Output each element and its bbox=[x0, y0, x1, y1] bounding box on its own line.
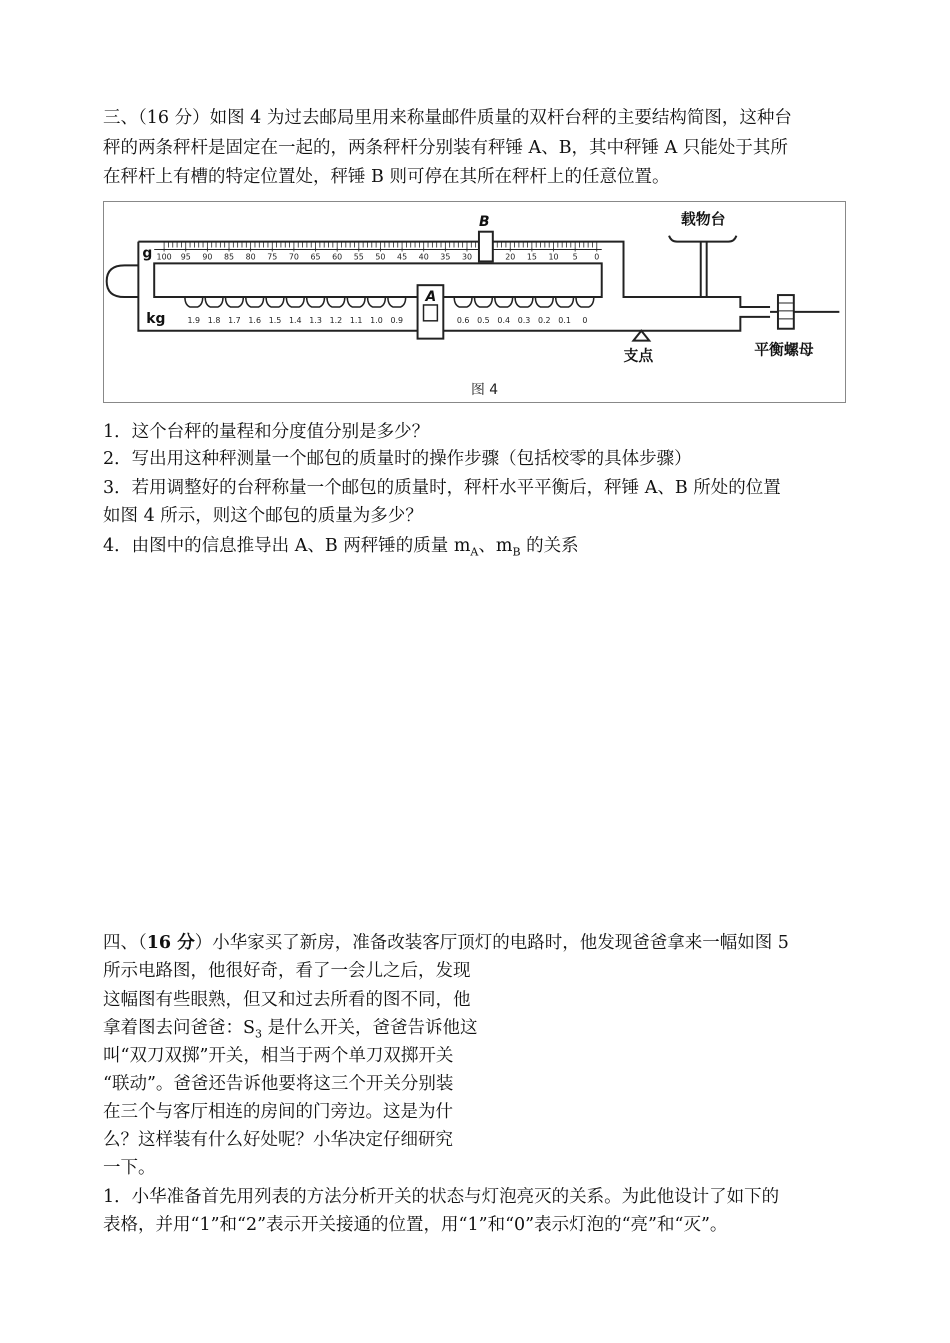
q4-line-8: 么？这样装有什么好处呢？小华决定仔细研究 bbox=[103, 1130, 453, 1150]
g-scale-label: 95 bbox=[180, 252, 191, 262]
kg-notch bbox=[556, 297, 574, 307]
scale-diagram bbox=[104, 202, 845, 402]
left-hook bbox=[107, 265, 139, 297]
g-scale-label: 15 bbox=[526, 252, 537, 262]
kg-scale-label: 0.6 bbox=[456, 315, 470, 325]
kg-scale-label: 1.3 bbox=[309, 315, 322, 325]
kg-notch bbox=[475, 297, 493, 307]
kg-notch bbox=[246, 297, 264, 307]
g-label: g bbox=[142, 245, 153, 262]
g-scale-label: 80 bbox=[245, 252, 256, 262]
kg-notch bbox=[327, 297, 345, 307]
q4-question-1-cont: 表格，并用“1”和“2”表示开关接通的位置，用“1”和“0”表示灯泡的“亮”和“灭”。 bbox=[103, 1215, 728, 1235]
kg-label: kg bbox=[146, 310, 166, 327]
q3-line-1: 三、（16 分）如图 4 为过去邮局里用来称量邮件质量的双杆台秤的主要结构简图，这种台 bbox=[103, 108, 792, 128]
kg-scale-label: 1.9 bbox=[187, 315, 201, 325]
kg-scale-label: 1.4 bbox=[289, 315, 302, 325]
q4-line-3: 这幅图有些眼熟，但又和过去所看的图不同，他 bbox=[103, 990, 471, 1010]
kg-scale-label: 0.4 bbox=[497, 315, 510, 325]
q4-line-9: 一下。 bbox=[103, 1158, 156, 1178]
q3-line-2: 秤的两条秤杆是固定在一起的，两条秤杆分别装有秤锤 A、B，其中秤锤 A 只能处于其所 bbox=[103, 138, 788, 158]
platform-label: 载物台 bbox=[680, 209, 726, 228]
figure-caption: 图 4 bbox=[471, 382, 499, 399]
kg-scale-label: 0.9 bbox=[390, 315, 404, 325]
balance-nut bbox=[778, 295, 794, 329]
fulcrum bbox=[633, 331, 649, 341]
g-scale-ticks bbox=[164, 242, 597, 252]
fulcrum-label: 支点 bbox=[623, 346, 654, 365]
kg-scale-label: 1.2 bbox=[329, 315, 343, 325]
kg-scale-label: 1.7 bbox=[228, 315, 241, 325]
g-scale-labels bbox=[157, 252, 600, 261]
kg-notch bbox=[185, 297, 203, 307]
kg-notch bbox=[368, 297, 386, 307]
kg-notch bbox=[307, 297, 325, 307]
kg-notch bbox=[347, 297, 365, 307]
rider-b bbox=[479, 232, 493, 262]
q3-question-3-cont: 如图 4 所示，则这个邮包的质量为多少？ bbox=[103, 506, 423, 526]
g-scale-label: 60 bbox=[332, 252, 343, 262]
q3-line-3: 在秤杆上有槽的特定位置处，秤锤 B 则可停在其所在秤杆上的任意位置。 bbox=[103, 167, 670, 187]
g-scale-label: 55 bbox=[353, 252, 364, 262]
kg-notch bbox=[515, 297, 533, 307]
kg-notch bbox=[535, 297, 553, 307]
kg-scale-label: 1.1 bbox=[349, 315, 363, 325]
balance-nut-label: 平衡螺母 bbox=[754, 340, 814, 359]
kg-notches bbox=[185, 297, 594, 307]
g-scale-label: 50 bbox=[375, 252, 386, 262]
q4-question-1: 1．小华准备首先用列表的方法分析开关的状态与灯泡亮灭的关系。为此他设计了如下的 bbox=[103, 1187, 780, 1207]
kg-scale-label: 0.2 bbox=[538, 315, 551, 325]
kg-notch bbox=[286, 297, 304, 307]
g-scale-label: 100 bbox=[156, 252, 172, 262]
g-scale-label: 0 bbox=[594, 252, 600, 262]
q3-question-3: 3．若用调整好的台秤称量一个邮包的质量时，秤杆水平平衡后，秤锤 A、B 所处的位置 bbox=[103, 478, 781, 498]
g-scale-label: 85 bbox=[223, 252, 235, 262]
q4-line-7: 在三个与客厅相连的房间的门旁边。这是为什 bbox=[103, 1102, 453, 1122]
kg-scale-label: 1.8 bbox=[207, 315, 221, 325]
kg-scale-label: 1.5 bbox=[268, 315, 282, 325]
kg-notch bbox=[205, 297, 223, 307]
g-scale-label: 20 bbox=[505, 252, 516, 262]
g-scale-label: 10 bbox=[548, 252, 559, 262]
g-scale-label: 35 bbox=[440, 252, 451, 262]
g-scale-label: 75 bbox=[267, 252, 278, 262]
g-scale-label: 90 bbox=[202, 252, 213, 262]
kg-notch bbox=[454, 297, 472, 307]
q4-line-6: “联动”。爸爸还告诉他要将这三个开关分别装 bbox=[103, 1074, 454, 1094]
q4-line-5: 叫“双刀双掷”开关，相当于两个单刀双掷开关 bbox=[103, 1046, 454, 1066]
q3-question-4: 4．由图中的信息推导出 A、B 两秤锤的质量 $m_A$、$m_B$ 的关系 bbox=[103, 536, 579, 559]
kg-notch bbox=[266, 297, 284, 307]
g-scale-label: 45 bbox=[397, 252, 408, 262]
g-scale-label: 65 bbox=[310, 252, 321, 262]
kg-notch bbox=[388, 297, 406, 307]
rider-b-label: B bbox=[478, 213, 490, 230]
g-scale-label: 40 bbox=[418, 252, 429, 262]
q4-line-s3: 拿着图去问爸爸：$S_3$ 是什么开关，爸爸告诉他这 bbox=[103, 1018, 478, 1041]
platform bbox=[669, 236, 736, 242]
kg-scale-label: 1.6 bbox=[248, 315, 261, 325]
kg-scale-label: 0 bbox=[582, 315, 588, 325]
figure-4 bbox=[103, 201, 846, 403]
kg-scale-label: 0.5 bbox=[477, 315, 490, 325]
q4-heading: 四、（16 分）小华家买了新房，准备改装客厅顶灯的电路时，他发现爸爸拿来一幅如图 5 bbox=[103, 933, 789, 953]
g-scale-label: 70 bbox=[288, 252, 299, 262]
kg-notch bbox=[576, 297, 594, 307]
q3-question-2: 2．写出用这种秤测量一个邮包的质量时的操作步骤（包括校零的具体步骤） bbox=[103, 449, 692, 469]
kg-scale-label: 0.1 bbox=[558, 315, 571, 325]
kg-scale-label: 1.0 bbox=[370, 315, 383, 325]
kg-scale-labels bbox=[188, 316, 588, 325]
kg-scale-label: 0.3 bbox=[517, 315, 531, 325]
q3-question-1: 1．这个台秤的量程和分度值分别是多少？ bbox=[103, 422, 430, 442]
q4-line-2: 所示电路图，他很好奇，看了一会儿之后，发现 bbox=[103, 961, 471, 981]
g-scale-label: 5 bbox=[572, 252, 578, 262]
beam-inner bbox=[154, 263, 602, 297]
kg-notch bbox=[225, 297, 243, 307]
rider-a-label: A bbox=[425, 289, 437, 306]
kg-notch bbox=[495, 297, 513, 307]
g-scale-label: 30 bbox=[461, 252, 473, 262]
